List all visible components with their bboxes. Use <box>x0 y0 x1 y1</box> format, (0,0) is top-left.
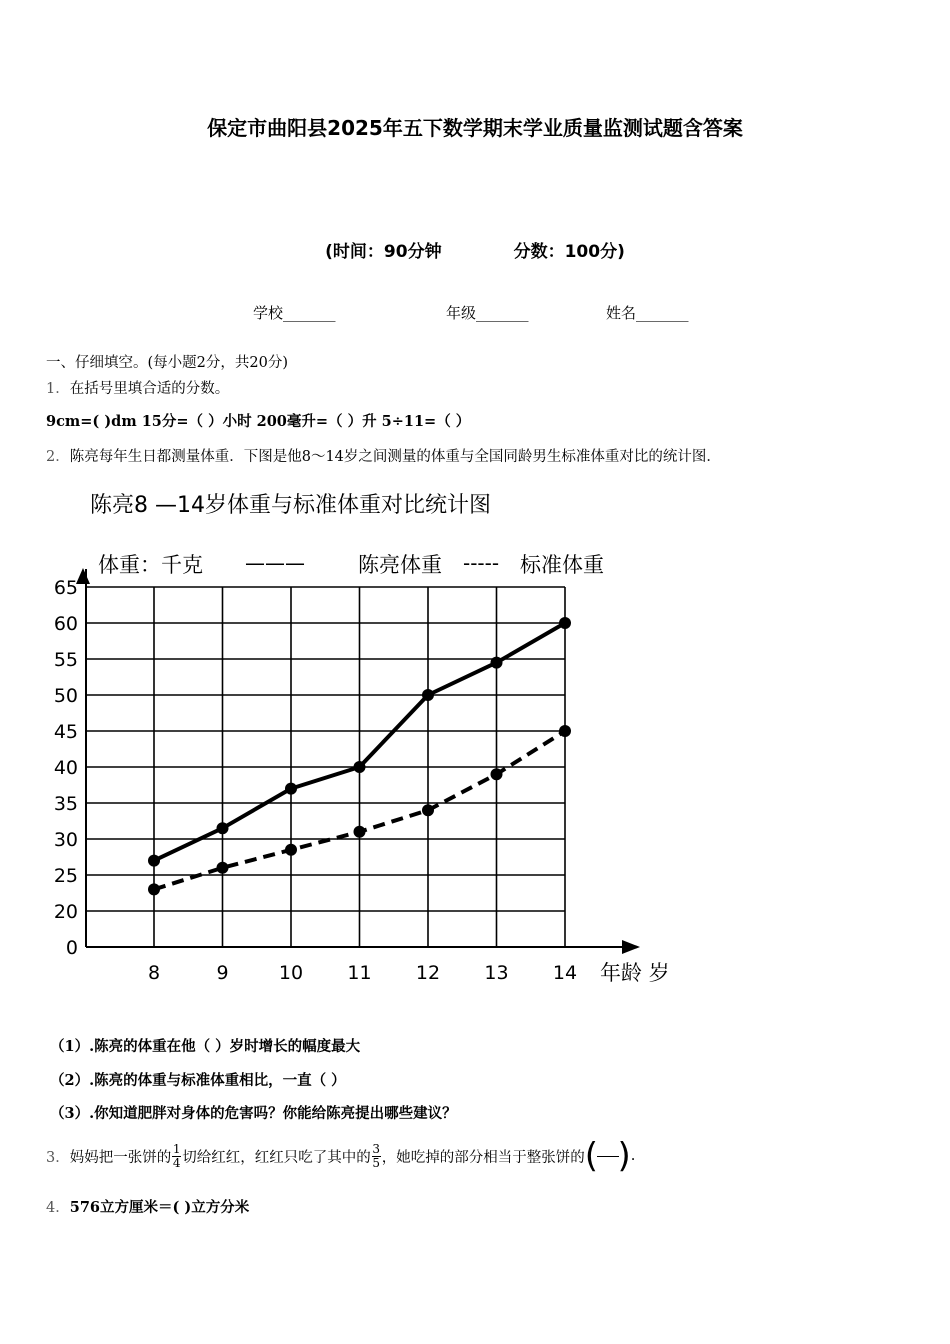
y-tick-label: 35 <box>53 793 78 815</box>
question-text-4: . <box>630 1148 636 1164</box>
x-tick-label: 12 <box>415 962 441 984</box>
y-tick-label: 45 <box>53 721 78 743</box>
legend-dashed-line: ----- <box>463 551 500 575</box>
question-text: 在括号里填合适的分数。 <box>69 381 230 397</box>
question-4 <box>46 1196 249 1217</box>
data-point <box>422 804 434 816</box>
legend-solid-line: ——— <box>245 551 305 575</box>
school-field: 学校_______ <box>253 304 336 322</box>
grade-field: 年级_______ <box>446 304 529 322</box>
exam-score: 分数：100分) <box>513 242 625 262</box>
data-point <box>354 826 366 838</box>
x-tick-label: 9 <box>216 962 229 984</box>
y-tick-label: 30 <box>53 829 78 851</box>
data-point <box>559 725 571 737</box>
question-text-2: 切给红红，红红只吃了其中的 <box>182 1149 371 1166</box>
data-point <box>354 761 366 773</box>
y-tick-label: 25 <box>53 865 78 887</box>
question-text-3: ，她吃掉的部分相当于整张饼的 <box>381 1149 585 1166</box>
y-tick-label: 0 <box>65 937 78 959</box>
fraction-three-fifths <box>372 1143 381 1170</box>
question-3 <box>46 1136 635 1176</box>
question-number: 3． <box>46 1149 70 1166</box>
question-text: 576立方厘米＝( )立方分米 <box>69 1199 250 1216</box>
data-point <box>491 768 503 780</box>
data-point <box>217 822 229 834</box>
question-2 <box>46 445 721 466</box>
y-axis-arrow-icon <box>76 568 90 584</box>
name-field: 姓名_______ <box>606 304 689 322</box>
y-tick-label: 60 <box>53 613 78 635</box>
exam-meta <box>0 237 950 262</box>
question-number: 2． <box>46 449 70 465</box>
question-2-sub-3: （3）.你知道肥胖对身体的危害吗？你能给陈亮提出哪些建议？ <box>50 1105 457 1122</box>
y-tick-label: 55 <box>53 649 78 671</box>
question-1-blanks: 9cm=( )dm 15分=（ ）小时 200毫升=（ ）升 5÷11=（ ） <box>46 413 471 430</box>
x-axis-arrow-icon <box>622 940 640 954</box>
section-heading: 一、仔细填空。(每小题2分，共20分) <box>46 355 288 371</box>
chart-title: 陈亮8 —14岁体重与标准体重对比统计图 <box>90 493 491 518</box>
fraction-numerator: 3 <box>372 1141 381 1156</box>
fraction-one-quarter <box>172 1143 181 1170</box>
weight-line-chart <box>40 480 700 1000</box>
data-point <box>217 862 229 874</box>
x-tick-label: 13 <box>484 962 509 984</box>
y-tick-label: 65 <box>53 577 78 599</box>
data-point <box>559 617 571 629</box>
legend-dashed-label: 标准体重 <box>520 553 604 577</box>
data-point <box>422 689 434 701</box>
x-tick-label: 8 <box>147 962 161 984</box>
exam-time: (时间：90分钟 <box>325 242 442 262</box>
question-number: 1． <box>46 381 70 397</box>
data-point <box>491 657 503 669</box>
y-tick-label: 50 <box>53 685 78 707</box>
fraction-denominator: 5 <box>372 1155 381 1170</box>
data-point <box>285 844 297 856</box>
data-point <box>148 855 160 867</box>
question-2-sub-2: （2）.陈亮的体重与标准体重相比，一直（ ） <box>50 1072 346 1089</box>
x-axis-label: 年龄 岁 <box>600 961 670 985</box>
legend-solid-label: 陈亮体重 <box>358 553 442 577</box>
answer-fraction-blank[interactable]: ( ) <box>584 1136 631 1176</box>
y-tick-label: 40 <box>53 757 78 779</box>
page-title: 保定市曲阳县2025年五下数学期末学业质量监测试题含答案 <box>207 116 743 140</box>
question-text: 陈亮每年生日都测量体重．下图是他8～14岁之间测量的体重与全国同龄男生标准体重对比的统计图． <box>69 449 721 465</box>
question-text-1: 妈妈把一张饼的 <box>69 1149 172 1166</box>
question-1 <box>46 377 229 398</box>
data-point <box>285 783 297 795</box>
y-tick-label: 20 <box>53 901 78 923</box>
x-tick-label: 11 <box>347 962 372 984</box>
x-tick-label: 14 <box>552 962 578 984</box>
question-number: 4． <box>46 1200 70 1216</box>
fraction-denominator: 4 <box>172 1155 181 1170</box>
fraction-numerator: 1 <box>172 1141 181 1156</box>
question-2-sub-1: （1）.陈亮的体重在他（ ）岁时增长的幅度最大 <box>50 1038 361 1055</box>
data-point <box>148 883 160 895</box>
y-axis-label: 体重：千克 <box>98 553 203 577</box>
x-tick-label: 10 <box>278 962 304 984</box>
